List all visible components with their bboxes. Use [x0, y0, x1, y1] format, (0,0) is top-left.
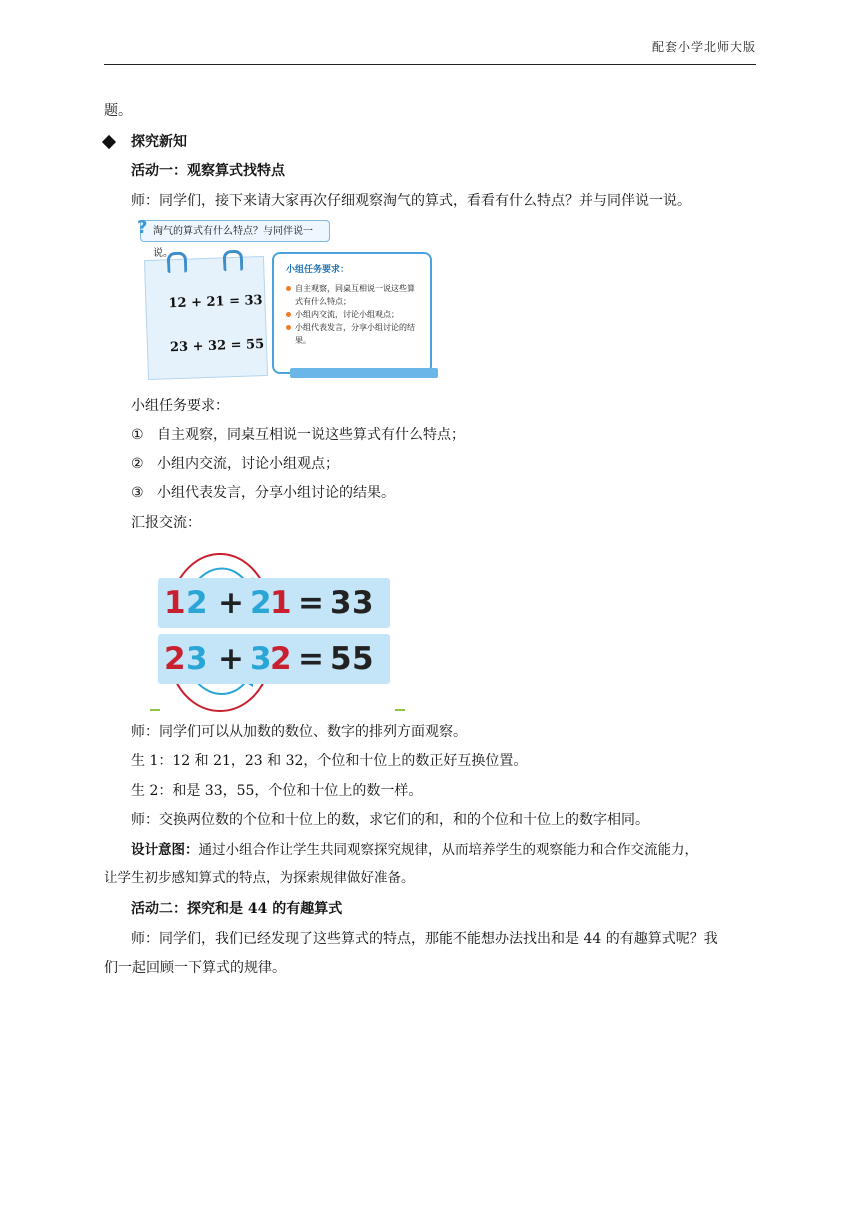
requirement-item — [131, 483, 395, 503]
activity1-title: 活动一：观察算式找特点 — [131, 163, 285, 179]
dialogue-line: 师：同学们可以从加数的数位、数字的排列方面观察。 — [131, 724, 467, 740]
design-text: 通过小组合作让学生共同观察探究规律，从而培养学生的观察能力和合作交流能力， — [198, 842, 698, 858]
dialogue-line: 师：交换两位数的个位和十位上的数，求它们的和，和的个位和十位上的数字相同。 — [131, 812, 649, 828]
design-label: 设计意图： — [131, 842, 199, 858]
equation-row-2 — [158, 634, 390, 684]
activity2-text: 师：同学们，我们已经发现了这些算式的特点，那能不能想办法找出和是 44 的有趣算式呢？我 — [131, 931, 718, 947]
scroll-bar-decoration — [290, 368, 438, 378]
digit: 3 — [352, 585, 374, 621]
digit: 2 — [164, 641, 186, 677]
digit-swap-illustration — [150, 548, 410, 713]
equation-card — [144, 256, 268, 380]
clip-icon — [167, 252, 188, 274]
plus-sign: + — [218, 641, 244, 677]
task-card-item: 自主观察，同桌互相说一说这些算式有什么特点； — [286, 282, 422, 308]
digit: 1 — [164, 585, 186, 621]
digit: 3 — [186, 641, 208, 677]
equations-illustration — [137, 217, 440, 380]
item-text: 小组代表发言，分享小组讨论的结果。 — [157, 485, 395, 501]
digit: 2 — [250, 585, 272, 621]
activity2-title: 活动二：探究和是 44 的有趣算式 — [131, 901, 343, 917]
section-heading: 探究新知 — [131, 134, 187, 150]
task-card-item: 小组内交流，讨论小组观点； — [286, 308, 422, 321]
task-card-item: 小组代表发言，分享小组讨论的结果。 — [286, 321, 422, 347]
plus-sign: + — [218, 585, 244, 621]
report-label: 汇报交流： — [131, 515, 201, 531]
digit: 5 — [352, 641, 374, 677]
diamond-bullet-icon — [102, 135, 116, 149]
equals-sign: = — [298, 641, 324, 677]
digit: 1 — [270, 585, 292, 621]
dialogue-line: 生 2：和是 33，55，个位和十位上的数一样。 — [131, 783, 423, 799]
activity1-intro: 师：同学们，接下来请大家再次仔细观察淘气的算式，看看有什么特点？并与同伴说一说。 — [131, 193, 691, 209]
item-number: ③ — [131, 485, 144, 501]
page-header — [104, 32, 756, 65]
task-card — [272, 252, 432, 374]
item-number: ① — [131, 427, 144, 443]
header-text: 配套小学北师大版 — [651, 40, 756, 54]
swap-arrows — [150, 548, 410, 713]
item-number: ② — [131, 456, 144, 472]
item-text: 小组内交流，讨论小组观点； — [157, 456, 339, 472]
activity2-text-continued: 们一起回顾一下算式的规律。 — [104, 960, 286, 976]
question-bubble — [137, 217, 330, 259]
digit: 3 — [250, 641, 272, 677]
equation-row-1 — [158, 578, 390, 628]
design-intent — [131, 840, 698, 860]
clip-icon — [223, 250, 244, 272]
digit: 3 — [330, 585, 352, 621]
equals-sign: = — [298, 585, 324, 621]
task-card-title: 小组任务要求： — [286, 265, 350, 275]
item-text: 自主观察，同桌互相说一说这些算式有什么特点； — [157, 427, 465, 443]
continued-text: 题。 — [104, 103, 132, 119]
equation-2: 23 + 32 = 55 — [169, 336, 265, 356]
question-text: 淘气的算式有什么特点？与同伴说一说。 — [153, 226, 313, 259]
design-text-continued: 让学生初步感知算式的特点，为探索规律做好准备。 — [104, 870, 415, 886]
question-mark-icon: ? — [137, 217, 148, 238]
digit: 2 — [186, 585, 208, 621]
requirements-label: 小组任务要求： — [131, 398, 229, 414]
requirement-item — [131, 425, 465, 445]
digit: 2 — [270, 641, 292, 677]
equation-1: 12 + 21 = 33 — [168, 293, 263, 312]
requirement-item — [131, 454, 339, 474]
dialogue-line: 生 1：12 和 21，23 和 32，个位和十位上的数正好互换位置。 — [131, 753, 528, 769]
digit: 5 — [330, 641, 352, 677]
